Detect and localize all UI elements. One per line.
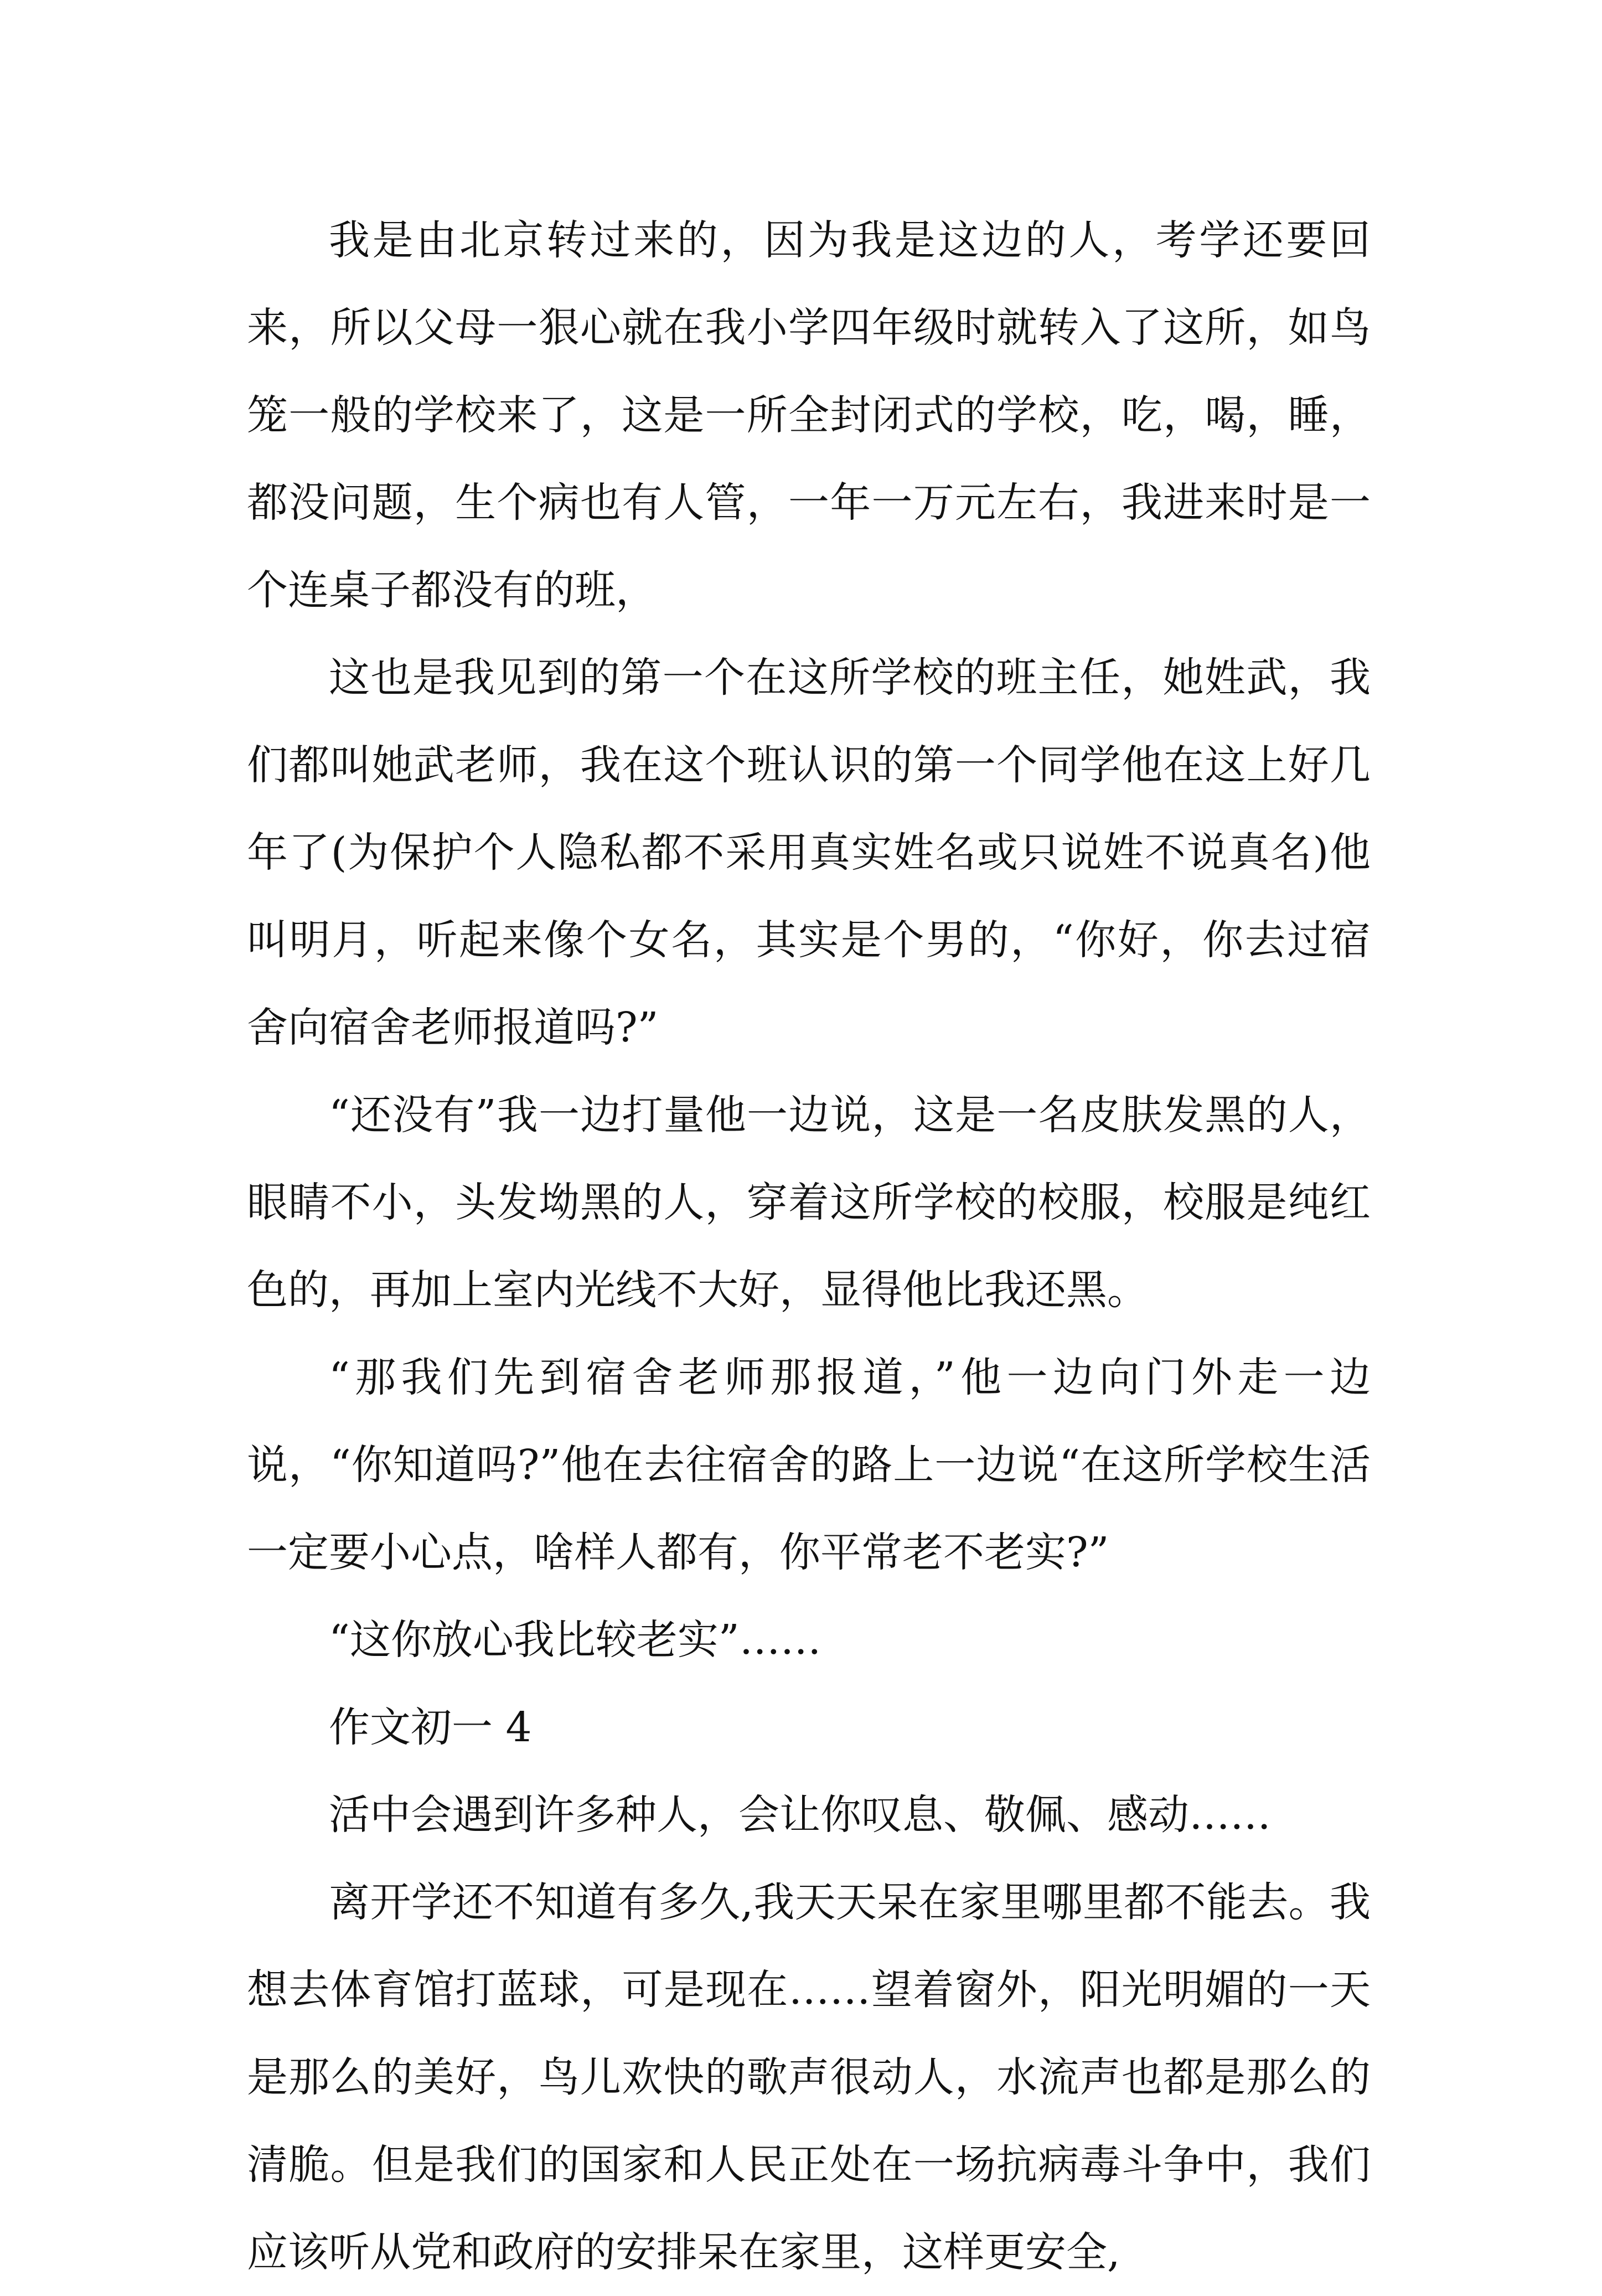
paragraph: “那我们先到宿舍老师那报道，”他一边向门外走一边说，“你知道吗?”他在去往宿舍的路上一边说“在这所学校生活一定要小心点，啥样人都有，你平常老不老实?” <box>247 1354 1371 1576</box>
paragraph: 活中会遇到许多种人，会让你叹息、敬佩、感动…… <box>329 1791 1271 1839</box>
paragraph: “这你放心我比较老实”…… <box>329 1616 821 1664</box>
paragraph: 这也是我见到的第一个在这所学校的班主任，她姓武，我们都叫她武老师，我在这个班认识的第一个同学他在这上好几年了(为保护个人隐私都不采用真实姓名或只说姓不说真名)他叫明月，听起来像个女名，其实是个男的，“你好，你去过宿舍向宿舍老师报道吗?” <box>247 654 1371 1051</box>
document-body <box>247 197 1371 2296</box>
paragraph: 离开学还不知道有多久,我天天呆在家里哪里都不能去。我想去体育馆打蓝球，可是现在……望着窗外，阳光明媚的一天是那么的美好，鸟儿欢快的歌声很动人，水流声也都是那么的清脆。但是我们的国家和人民正处在一场抗病毒斗争中，我们应该听从党和政府的安排呆在家里，这样更安全, <box>247 1879 1371 2276</box>
section-heading: 作文初一 4 <box>329 1704 532 1751</box>
paragraph: 我是由北京转过来的，因为我是这边的人，考学还要回来，所以父母一狠心就在我小学四年级时就转入了这所，如鸟笼一般的学校来了，这是一所全封闭式的学校，吃，喝，睡，都没问题，生个病也有人管，一年一万元左右，我进来时是一个连桌子都没有的班， <box>247 216 1371 614</box>
paragraph: “还没有”我一边打量他一边说，这是一名皮肤发黑的人，眼睛不小，头发坳黑的人，穿着这所学校的校服，校服是纯红色的，再加上室内光线不大好，显得他比我还黑。 <box>247 1091 1371 1314</box>
